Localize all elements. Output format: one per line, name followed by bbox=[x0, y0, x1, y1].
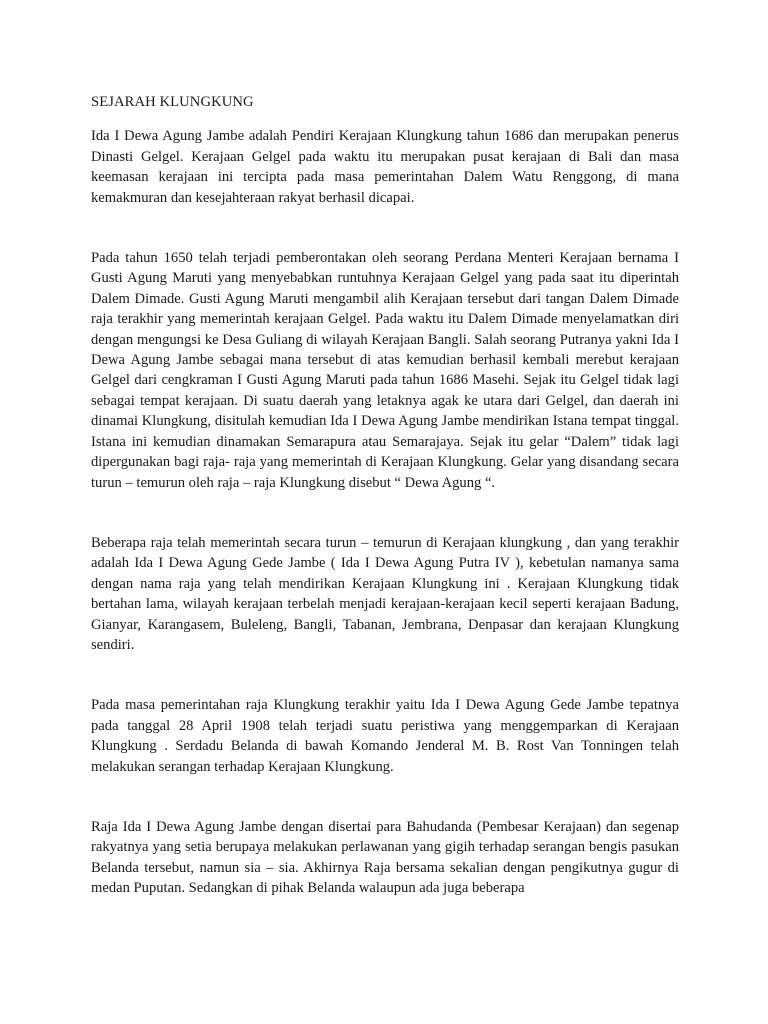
paragraph-spacer bbox=[91, 493, 679, 533]
paragraph-5: Raja Ida I Dewa Agung Jambe dengan disertai para Bahudanda (Pembesar Kerajaan) dan segenap rakyatnya yang setia berupaya melakukan perlawanan yang gigih terhadap serangan bengis pasukan Belanda tersebut, namun sia – sia. Akhirnya Raja bersama sekalian dengan pengikutnya gugur di medan Puputan. Sedangkan di pihak Belanda walaupun ada juga beberapa bbox=[91, 818, 679, 897]
paragraph-spacer bbox=[91, 208, 679, 248]
document-body bbox=[91, 92, 679, 899]
paragraph-2: Pada tahun 1650 telah terjadi pemberontakan oleh seorang Perdana Menteri Kerajaan bernama I Gusti Agung Maruti yang menyebabkan runtuhnya Kerajaan Gelgel yang pada saat itu diperintah Dalem Dimade. Gusti Agung Maruti mengambil alih Kerajaan tersebut dari tangan Dalem Dimade raja terakhir yang memerintah kerajaan Gelgel. Pada waktu itu Dalem Dimade menyelamatkan diri dengan mengungsi ke Desa Guliang di wilayah Kerajaan Bangli. Salah seorang Putranya yakni Ida I Dewa Agung Jambe sebagai mana tersebut di atas kemudian berhasil kembali merebut kerajaan Gelgel dari cengkraman I Gusti Agung Maruti pada tahun 1686 Masehi. Sejak itu Gelgel tidak lagi sebagai tempat kerajaan. Di suatu daerah yang letaknya agak ke utara dari Gelgel, dan daerah ini dinamai Klungkung, disitulah kemudian Ida I Dewa Agung Jambe mendirikan Istana tempat tinggal. Istana ini kemudian dinamakan Semarapura atau Semarajaya. Sejak itu gelar “Dalem” tidak lagi dipergunakan bagi raja- raja yang memerintah di Kerajaan Klungkung. Gelar yang disandang secara turun – temurun oleh raja – raja Klungkung disebut “ Dewa Agung “. bbox=[91, 250, 679, 491]
paragraph-spacer bbox=[91, 655, 679, 695]
paragraph-4: Pada masa pemerintahan raja Klungkung terakhir yaitu Ida I Dewa Agung Gede Jambe tepatnya pada tanggal 28 April 1908 telah terjadi suatu peristiwa yang menggemparkan di Kerajaan Klungkung . Serdadu Belanda di bawah Komando Jenderal M. B. Rost Van Tonningen telah melakukan serangan terhadap Kerajaan Klungkung. bbox=[91, 697, 679, 775]
document-title: SEJARAH KLUNGKUNG bbox=[91, 94, 254, 110]
paragraph-spacer bbox=[91, 777, 679, 817]
paragraph-3: Beberapa raja telah memerintah secara turun – temurun di Kerajaan klungkung , dan yang terakhir adalah Ida I Dewa Agung Gede Jambe ( Ida I Dewa Agung Putra IV ), kebetulan namanya sama dengan nama raja yang telah mendirikan Kerajaan Klungkung ini . Kerajaan Klungkung tidak bertahan lama, wilayah kerajaan terbelah menjadi kerajaan-kerajaan kecil seperti kerajaan Badung, Gianyar, Karangasem, Buleleng, Bangli, Tabanan, Jembrana, Denpasar dan kerajaan Klungkung sendiri. bbox=[91, 534, 679, 653]
paragraph-1: Ida I Dewa Agung Jambe adalah Pendiri Kerajaan Klungkung tahun 1686 dan merupakan penerus Dinasti Gelgel. Kerajaan Gelgel pada waktu itu merupakan pusat kerajaan di Bali dan masa keemasan kerajaan ini tercipta pada masa pemerintahan Dalem Watu Renggong, di mana kemakmuran dan kesejahteraan rakyat berhasil dicapai. bbox=[91, 128, 679, 206]
